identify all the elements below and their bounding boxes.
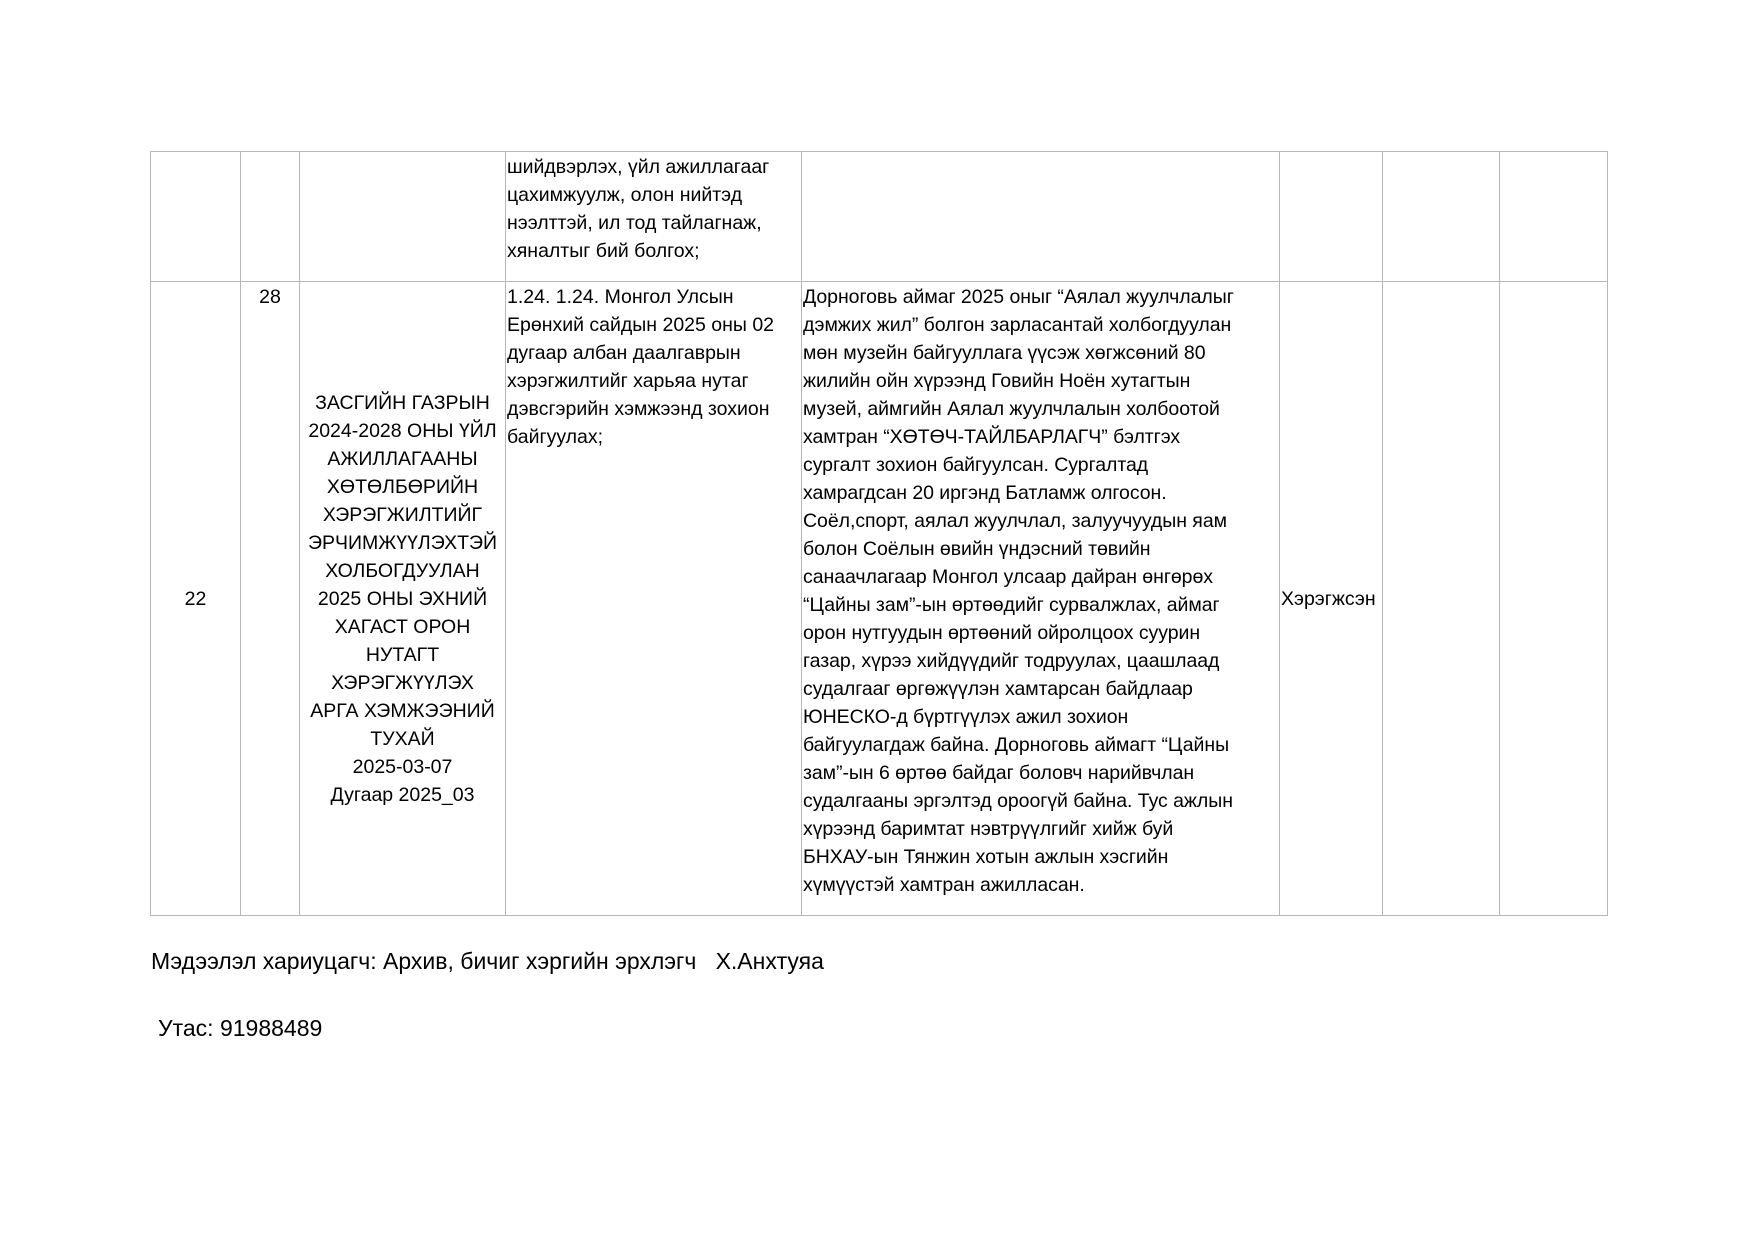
decree-title-line: АРГА ХЭМЖЭЭНИЙ	[310, 699, 495, 722]
responsible-person: Мэдээлэл хариуцагч: Архив, бичиг хэргийн эрхлэгч Х.Анхтуяа	[151, 948, 824, 974]
report-line: хүмүүстэй хамтран ажилласан.	[803, 874, 1085, 896]
task-line: хэрэгжилтийг харьяа нутаг	[507, 370, 749, 392]
decree-title-cell	[300, 282, 506, 916]
decree-title-line: Дугаар 2025_03	[330, 783, 475, 806]
report-line: Соёл,спорт, аялал жуулчлал, залуучуудын яам	[803, 510, 1227, 532]
report-line: жилийн ойн хүрээнд Говийн Ноён хутагтын	[803, 370, 1191, 392]
task-line: шийдвэрлэх, үйл ажиллагааг	[507, 156, 770, 178]
decree-title-line: ХОЛБОГДУУЛАН	[325, 559, 480, 582]
report-line: зам”-ын 6 өртөө байдаг боловч нарийвчлан	[803, 762, 1195, 784]
status-cell: Хэрэгжсэн	[1280, 282, 1383, 916]
report-line: сургалт зохион байгуулсан. Сургалтад	[803, 454, 1149, 476]
row-index-cell: 22	[151, 282, 241, 916]
decree-title-line: ХӨТӨЛБӨРИЙН	[326, 475, 479, 498]
task-line: Ерөнхий сайдын 2025 оны 02	[507, 314, 775, 336]
report-line: санаачлагаар Монгол улсаар дайран өнгөрөх	[803, 566, 1213, 588]
report-line: хамрагдсан 20 иргэнд Батламж олгосон.	[803, 482, 1167, 504]
report-line: музей, аймгийн Аялал жуулчлалын холбоотой	[803, 398, 1220, 420]
table-body	[151, 152, 1608, 916]
report-line: газар, хүрээ хийдүүдийг тодруулах, цаашлаад	[803, 650, 1220, 672]
extra-cell	[1500, 282, 1608, 916]
decree-title-line: НУТАГТ	[365, 643, 440, 666]
decree-title-cell	[300, 152, 506, 282]
status-cell	[1280, 152, 1383, 282]
report-line: хамтран “ХӨТӨЧ-ТАЙЛБАРЛАГЧ” бэлтгэх	[803, 426, 1181, 448]
decree-number-cell: 28	[241, 282, 300, 916]
table-row	[151, 152, 1608, 282]
task-line: дугаар албан даалгаврын	[507, 342, 741, 364]
report-line: хүрээнд баримтат нэвтрүүлгийг хийж буй	[803, 818, 1174, 840]
table-row	[151, 282, 1608, 916]
extra-cell	[1383, 282, 1500, 916]
report-cell	[802, 282, 1280, 916]
task-line: цахимжуулж, олон нийтэд	[507, 184, 743, 206]
extra-cell	[1383, 152, 1500, 282]
report-line: “Цайны зам”-ын өртөөдийг сурвалжлах, аймаг	[803, 594, 1220, 616]
report-line: ЮНЕСКО-д бүртгүүлэх ажил зохион	[803, 706, 1129, 728]
decree-title-line: ЭРЧИМЖҮҮЛЭХТЭЙ	[307, 531, 498, 554]
decree-number-cell	[241, 152, 300, 282]
task-cell	[506, 152, 802, 282]
task-line: 1.24. 1.24. Монгол Улсын	[507, 286, 734, 308]
report-line: орон нутгуудын өртөөний ойролцоох суурин	[803, 622, 1201, 644]
report-line: судалгааны эргэлтэд ороогүй байна. Тус ажлын	[803, 790, 1233, 812]
decree-title-line: ХЭРЭГЖҮҮЛЭХ	[331, 671, 474, 694]
report-line: байгуулагдаж байна. Дорноговь аймагт “Цайны	[803, 734, 1230, 756]
report-line: дэмжих жил” болгон зарласантай холбогдуулан	[803, 314, 1232, 336]
task-line: дэвсгэрийн хэмжээнд зохион	[507, 398, 770, 420]
task-line: нээлттэй, ил тод тайлагнаж,	[507, 212, 762, 234]
task-line: хяналтыг бий болгох;	[507, 240, 700, 262]
report-table	[150, 151, 1608, 916]
decree-title-line: ЗАСГИЙН ГАЗРЫН	[315, 391, 490, 414]
decree-title-line: 2024-2028 ОНЫ ҮЙЛ	[308, 419, 497, 442]
report-line: БНХАУ-ын Тянжин хотын ажлын хэсгийн	[803, 846, 1169, 868]
phone-number: Утас: 91988489	[158, 1015, 323, 1041]
decree-title-line: 2025 ОНЫ ЭХНИЙ	[317, 587, 488, 610]
report-line: Дорноговь аймаг 2025 оныг “Аялал жуулчлалыг	[803, 286, 1234, 308]
decree-title-line: ХЭРЭГЖИЛТИЙГ	[322, 503, 483, 526]
report-line: судалгааг өргөжүүлэн хамтарсан байдлаар	[803, 678, 1193, 700]
row-index-cell	[151, 152, 241, 282]
report-line: мөн музейн байгууллага үүсэж хөгжсөний 80	[803, 342, 1206, 364]
task-line: байгуулах;	[507, 426, 604, 448]
decree-title-line: ТУХАЙ	[370, 727, 435, 750]
decree-title-line: ХАГАСТ ОРОН	[334, 615, 471, 638]
decree-title-line: 2025-03-07	[352, 755, 453, 778]
extra-cell	[1500, 152, 1608, 282]
report-line: болон Соёлын өвийн үндэсний төвийн	[803, 538, 1151, 560]
task-cell	[506, 282, 802, 916]
decree-title-line: АЖИЛЛАГААНЫ	[327, 447, 478, 470]
report-cell	[802, 152, 1280, 282]
